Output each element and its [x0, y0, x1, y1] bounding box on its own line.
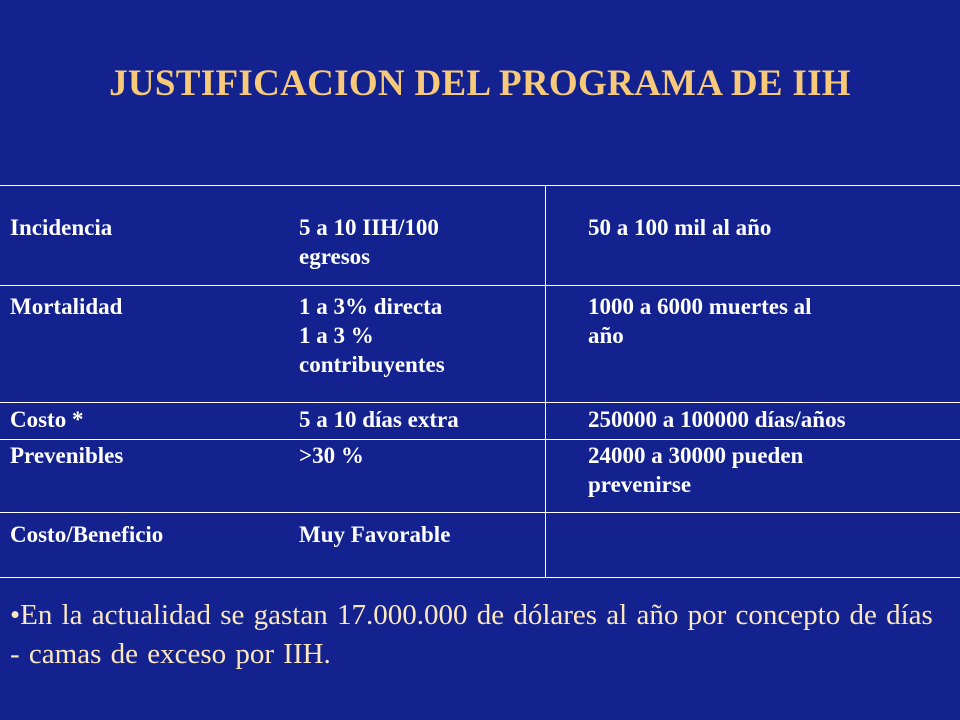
row-label-mortalidad: Mortalidad — [10, 294, 123, 319]
row-label-costo-beneficio: Costo/Beneficio — [10, 522, 164, 547]
row-value-mortalidad: 1 a 3% directa 1 a 3 % contribuyentes — [299, 294, 445, 377]
row-impact-costo: 250000 a 100000 días/años — [588, 407, 846, 432]
row-impact-prevenibles: 24000 a 30000 pueden prevenirse — [588, 443, 804, 497]
row-value-costo-beneficio: Muy Favorable — [299, 522, 451, 547]
table-bottom-border — [0, 577, 960, 578]
row-value-prevenibles: >30 % — [299, 443, 364, 468]
row-value-costo: 5 a 10 días extra — [299, 407, 459, 432]
row-label-costo: Costo * — [10, 407, 84, 432]
row-impact-incidencia: 50 a 100 mil al año — [588, 215, 772, 240]
table-top-border — [0, 185, 960, 186]
row-divider — [0, 512, 960, 513]
column-divider — [545, 185, 546, 577]
row-label-prevenibles: Prevenibles — [10, 443, 124, 468]
row-label-incidencia: Incidencia — [10, 215, 113, 240]
row-value-incidencia: 5 a 10 IIH/100 egresos — [299, 215, 439, 269]
slide-title: JUSTIFICACION DEL PROGRAMA DE IIH — [109, 63, 851, 104]
row-divider — [0, 402, 960, 403]
row-impact-mortalidad: 1000 a 6000 muertes al año — [588, 294, 812, 348]
row-divider — [0, 285, 960, 286]
row-divider — [0, 439, 960, 440]
summary-note: •En la actualidad se gastan 17.000.000 de dólares al año por concepto de días - camas de exceso por IIH. — [10, 599, 933, 670]
